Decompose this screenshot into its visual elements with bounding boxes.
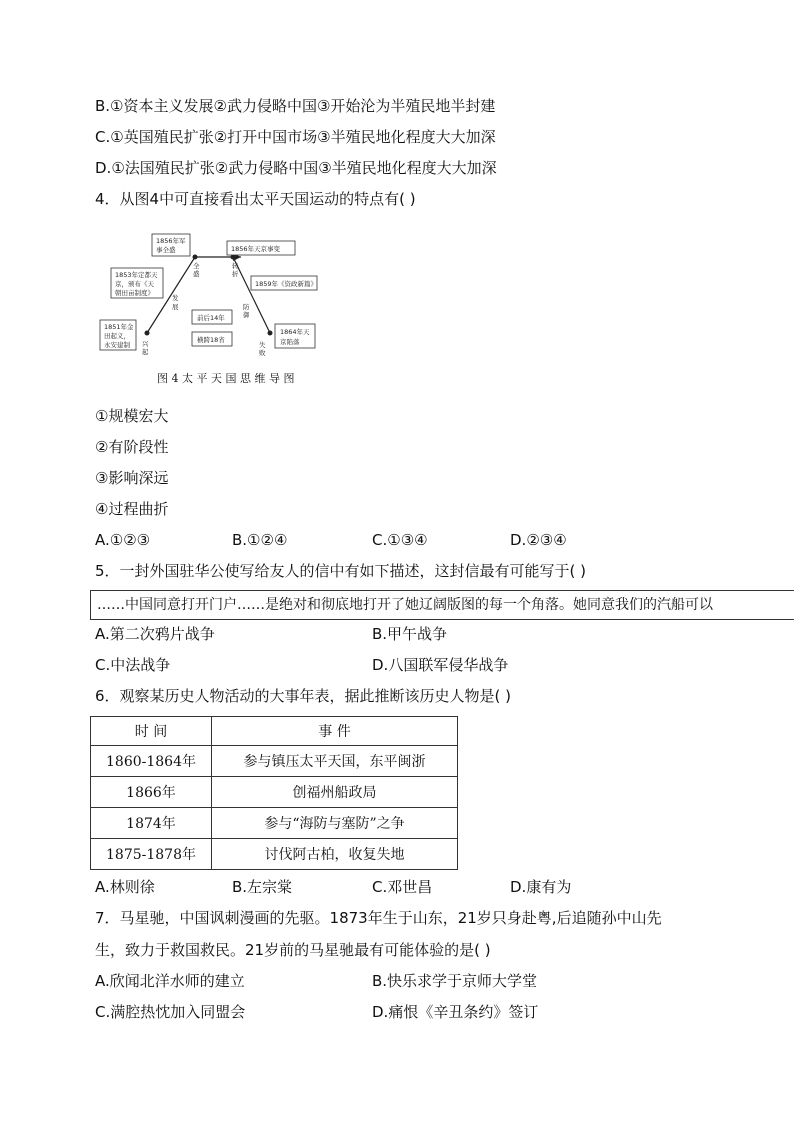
q4-option-d: D.②③④ (510, 531, 567, 549)
q4-stem: 4．从图4中可直接看出太平天国运动的特点有( ) (95, 190, 416, 208)
q3-option-d: D.①法国殖民扩张②武力侵略中国③半殖民地化程度大大加深 (95, 159, 497, 177)
box-1859-text: 1859年《资政新篇》 (255, 280, 318, 288)
box-1856-peak-l2: 事全盛 (156, 246, 176, 254)
q7-option-b: B.快乐求学于京师大学堂 (372, 972, 538, 990)
table-header-row (91, 717, 458, 746)
q5-quote-box (90, 590, 794, 620)
row-3-event: 参与“海防与塞防”之争 (212, 808, 458, 839)
figure-caption: 图 4 太 平 天 国 思 维 导 图 (157, 372, 295, 385)
box-1864-l2: 京陷落 (280, 338, 300, 346)
q7-option-c: C.满腔热忱加入同盟会 (95, 1003, 246, 1021)
q5-option-c: C.中法战争 (95, 656, 171, 674)
q4-item-2: ②有阶段性 (95, 438, 169, 456)
trend-point-peak (193, 255, 198, 260)
box-1864-l1: 1864年天 (280, 328, 310, 336)
box-1856-peak-l1: 1856年军 (156, 237, 186, 245)
row-2-time: 1866年 (91, 777, 212, 808)
stage-turn-1: 转 (232, 262, 239, 270)
q4-option-c: C.①③④ (372, 531, 428, 549)
table-row (91, 777, 458, 808)
box-1853-l3: 朝田亩制度》 (115, 289, 154, 297)
q3-option-c: C.①英国殖民扩张②打开中国市场③半殖民地化程度大大加深 (95, 128, 496, 146)
stage-peak-2: 盛 (193, 270, 200, 278)
q6-option-b: B.左宗棠 (232, 878, 293, 896)
q3-option-b: B.①资本主义发展②武力侵略中国③开始沦为半殖民地半封建 (95, 97, 496, 115)
q4-item-1: ①规模宏大 (95, 407, 169, 425)
table-row (91, 746, 458, 777)
stage-fail-2: 败 (259, 349, 266, 357)
taiping-mind-map (95, 225, 340, 390)
q5-quote-text: ……中国同意打开门户……是绝对和彻底地打开了她辽阔版图的每一个角落。她同意我们的汽船可以 (97, 597, 713, 613)
stage-turn-2: 折 (232, 270, 239, 278)
q5-option-b: B.甲午战争 (372, 625, 448, 643)
trend-point-end (268, 331, 273, 336)
q5-option-d: D.八国联军侵华战争 (372, 656, 509, 674)
q4-item-4: ④过程曲折 (95, 500, 169, 518)
box-18-provinces-text: 横跨18省 (197, 336, 225, 344)
stage-peak-1: 全 (193, 262, 200, 270)
row-3-time: 1874年 (91, 808, 212, 839)
stage-rise-2: 起 (142, 348, 149, 356)
table-row (91, 839, 458, 870)
box-1851-l2: 田起义， (104, 332, 130, 340)
q4-option-a: A.①②③ (95, 531, 151, 549)
q7-stem-line1: 7．马星驰，中国讽刺漫画的先驱。1873年生于山东，21岁只身赴粤,后追随孙中山先 (95, 909, 662, 927)
stage-rise-1: 兴 (142, 340, 149, 348)
row-4-event: 讨伐阿古柏，收复失地 (212, 839, 458, 870)
q7-option-a: A.欣闻北洋水师的建立 (95, 972, 245, 990)
row-1-time: 1860-1864年 (91, 746, 212, 777)
q7-option-d: D.痛恨《辛丑条约》签订 (372, 1003, 539, 1021)
stage-develop-1b: 展 (172, 303, 179, 311)
box-1851-l1: 1851年金 (104, 323, 134, 331)
trend-point-start (145, 331, 150, 336)
q6-option-d: D.康有为 (510, 878, 572, 896)
box-14-years-text: 前后14年 (197, 314, 225, 322)
stage-develop-1: 发 (172, 294, 179, 302)
box-1856-event-text: 1856年天京事变 (231, 245, 281, 253)
row-1-event: 参与镇压太平天国，东平闽浙 (212, 746, 458, 777)
q5-stem: 5．一封外国驻华公使写给友人的信中有如下描述，这封信最有可能写于( ) (95, 562, 587, 580)
q4-item-3: ③影响深远 (95, 469, 169, 487)
q4-option-b: B.①②④ (232, 531, 288, 549)
q5-option-a: A.第二次鸦片战争 (95, 625, 215, 643)
header-time: 时 间 (91, 717, 212, 746)
stage-fail-1: 失 (259, 341, 266, 349)
box-1853-l1: 1853年定都天 (115, 271, 158, 279)
box-1851-l3: 永安建制 (104, 341, 130, 349)
q6-option-c: C.邓世昌 (372, 878, 433, 896)
header-event: 事 件 (212, 717, 458, 746)
stage-defend-1: 防 (243, 303, 250, 311)
q7-stem-line2: 生，致力于救国救民。21岁前的马星驰最有可能体验的是( ) (95, 941, 491, 959)
box-1853-l2: 京，颁布《天 (115, 280, 154, 288)
row-4-time: 1875-1878年 (91, 839, 212, 870)
row-2-event: 创福州船政局 (212, 777, 458, 808)
table-row (91, 808, 458, 839)
q6-option-a: A.林则徐 (95, 878, 155, 896)
stage-defend-2: 御 (243, 311, 250, 319)
chronology-table (90, 716, 458, 870)
q6-stem: 6．观察某历史人物活动的大事年表，据此推断该历史人物是( ) (95, 687, 512, 705)
